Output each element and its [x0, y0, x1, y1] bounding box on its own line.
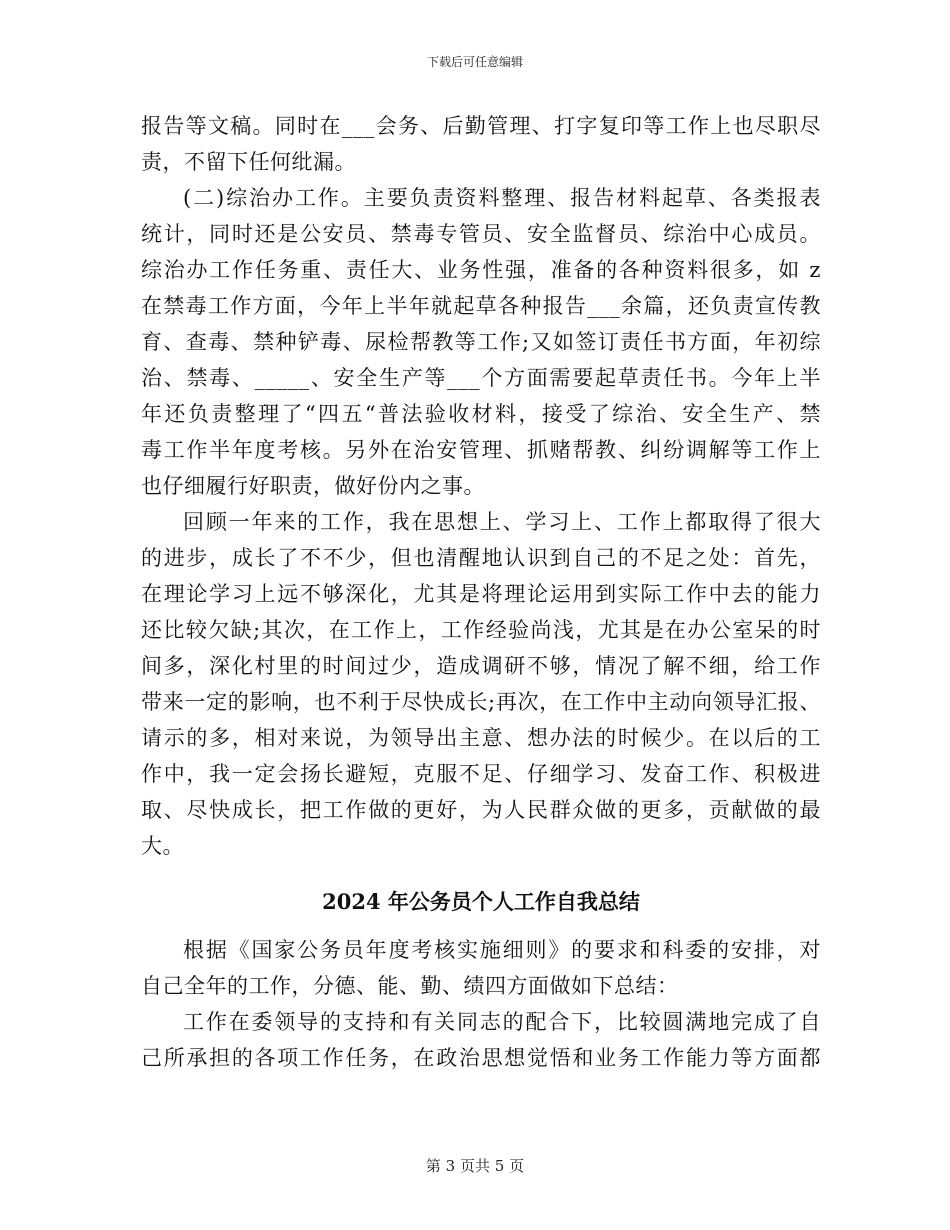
- text-line: 根据《国家公务员年度考核实施细则》的要求和科委的安排，对: [183, 938, 821, 962]
- text-line: 自己全年的工作，分德、能、勤、绩四方面做如下总结：: [141, 974, 679, 998]
- text-line: 还比较欠缺;其次，在工作上，工作经验尚浅，尤其是在办公室呆的时: [141, 618, 821, 642]
- text-line: 作中，我一定会扬长避短，克服不足、仔细学习、发奋工作、积极进: [141, 762, 821, 786]
- text-line: 毒工作半年度考核。另外在治安管理、抓赌帮教、纠纷调解等工作上: [141, 438, 821, 462]
- text-line: 统计，同时还是公安员、禁毒专管员、安全监督员、综治中心成员。: [141, 222, 821, 246]
- text-line: 带来一定的影响，也不利于尽快成长;再次，在工作中主动向领导汇报、: [141, 690, 821, 714]
- text-line: 治、禁毒、_____、安全生产等___个方面需要起草责任书。今年上半: [141, 366, 821, 390]
- text-line: 综治办工作任务重、责任大、业务性强，准备的各种资料很多，如 z: [141, 258, 821, 282]
- text-line: 大。: [141, 834, 184, 858]
- text-line: 报告等文稿。同时在___会务、后勤管理、打字复印等工作上也尽职尽: [141, 114, 821, 138]
- section-title: 2024 年公务员个人工作自我总结: [322, 889, 640, 914]
- text-line: 取、尽快成长，把工作做的更好，为人民群众做的更多，贡献做的最: [141, 798, 821, 822]
- text-line: 在禁毒工作方面，今年上半年就起草各种报告___余篇，还负责宣传教: [141, 294, 821, 318]
- page-header: 下载后可任意编辑: [426, 55, 523, 69]
- text-line: 也仔细履行好职责，做好份内之事。: [141, 474, 485, 498]
- text-line: 责，不留下任何纰漏。: [141, 150, 356, 174]
- text-line: 请示的多，相对来说，为领导出主意、想办法的时候少。在以后的工: [141, 726, 821, 750]
- text-line: 回顾一年来的工作，我在思想上、学习上、工作上都取得了很大: [183, 510, 821, 534]
- page-footer: 第 3 页共 5 页: [425, 1157, 525, 1175]
- text-line: 间多，深化村里的时间过少，造成调研不够，情况了解不细，给工作: [141, 654, 821, 678]
- text-line: 在理论学习上远不够深化，尤其是将理论运用到实际工作中去的能力: [141, 582, 821, 606]
- text-line: 工作在委领导的支持和有关同志的配合下，比较圆满地完成了自: [183, 1010, 821, 1034]
- text-line: 年还负责整理了“四五“普法验收材料，接受了综治、安全生产、禁: [141, 402, 821, 426]
- text-line: 育、查毒、禁种铲毒、尿检帮教等工作;又如签订责任书方面，年初综: [141, 330, 821, 354]
- text-line: 己所承担的各项工作任务，在政治思想觉悟和业务工作能力等方面都: [141, 1046, 821, 1070]
- text-line: 的进步，成长了不不少，但也清醒地认识到自己的不足之处：首先，: [141, 546, 821, 570]
- document-body: [141, 108, 821, 1076]
- text-line: (二)综治办工作。主要负责资料整理、报告材料起草、各类报表: [183, 186, 821, 210]
